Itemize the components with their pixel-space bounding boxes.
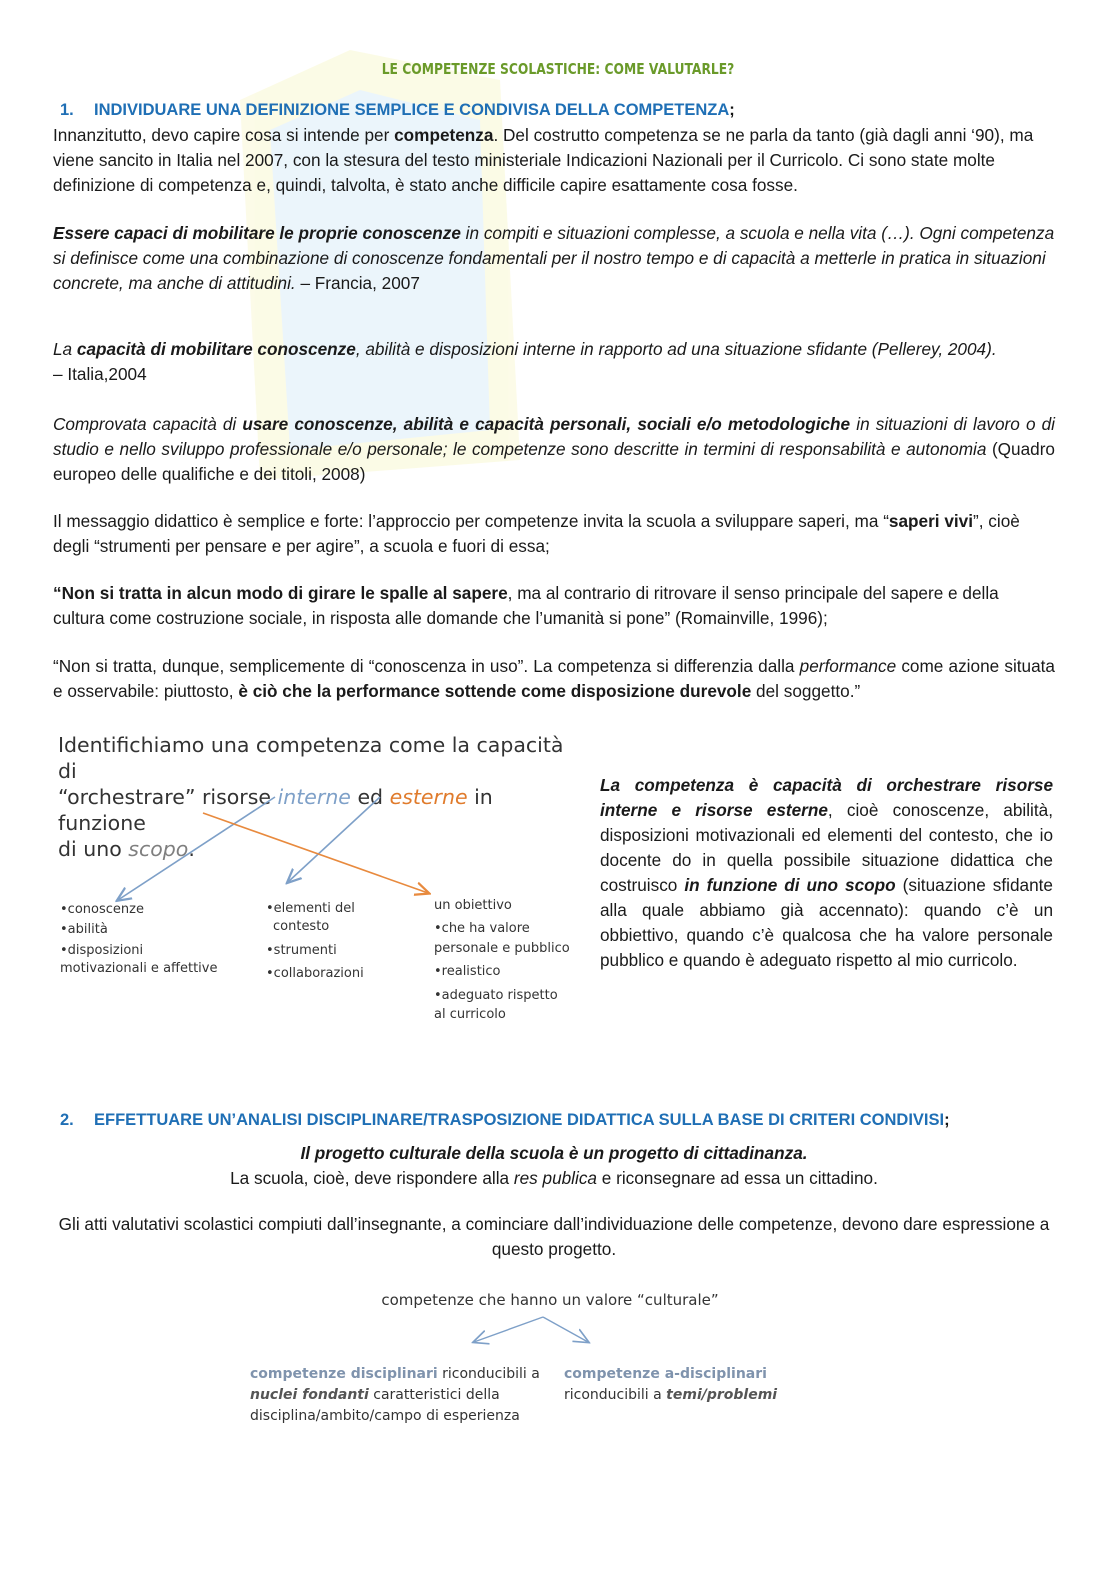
def-italy-text-rest: , abilità e disposizioni interne in rapporto ad una situazione sfidante (Pellerey, 2004). xyxy=(355,339,997,359)
cittadinanza-bold: Il progetto culturale della scuola è un progetto di cittadinanza. xyxy=(300,1143,808,1163)
section-2-number: 2. xyxy=(60,1111,74,1129)
scopo-word: scopo xyxy=(128,837,189,861)
def-italy-bold: capacità di mobilitare conoscenze xyxy=(76,339,356,359)
valutativi-paragraph: Gli atti valutativi scolastici compiuti dall’insegnante, a cominciare dall’individuazione delle competenze, devono dare espressione a questo progetto. xyxy=(58,1214,1050,1259)
diagram-1-line-2-ed: ed xyxy=(350,785,390,809)
def-italy-source: – Italia,2004 xyxy=(53,364,147,384)
diagram-col-internal xyxy=(60,900,260,978)
page-title: LE COMPETENZE SCOLASTICHE: COME VALUTARLE? xyxy=(381,60,735,78)
diagram-2-top: competenze che hanno un valore “culturale” xyxy=(381,1291,719,1309)
res-publica-end: e riconsegnare ad essa un cittadino. xyxy=(596,1168,878,1188)
res-publica-text: La scuola, cioè, deve rispondere alla xyxy=(230,1168,514,1188)
section-1-title: INDIVIDUARE UNA DEFINIZIONE SEMPLICE E CONDIVISA DELLA COMPETENZA xyxy=(94,101,730,119)
def-europe-source: (Quadro europeo delle qualifiche e dei titoli, 2008) xyxy=(53,439,1055,484)
diagram-1-line-3-text: di uno xyxy=(58,837,129,861)
a-disciplinari-text: riconducibili a xyxy=(564,1387,667,1403)
res-publica-line xyxy=(53,1166,1055,1191)
diagram-2-a-disciplinari xyxy=(564,1364,824,1406)
diagram-1-line-3-end: . xyxy=(188,837,195,861)
def-italy-text: La xyxy=(53,339,77,359)
esterne-word: esterne xyxy=(389,785,468,809)
disciplinari-line-2 xyxy=(250,1385,550,1406)
col3-item-4-cont: al curricolo xyxy=(434,1007,506,1022)
side-explanation xyxy=(600,773,1053,973)
section-2-semicolon: ; xyxy=(944,1111,950,1129)
intro-text: Innanzitutto, devo capire cosa si intende per xyxy=(53,125,395,145)
cittadinanza-paragraph xyxy=(53,1141,1055,1191)
diagram-2-disciplinari xyxy=(250,1364,550,1427)
intro-text-rest: . Del costrutto competenza se ne parla da tanto (già dagli anni ‘90), ma viene sancito in Italia nel 2007, con la stesura del testo ministeriale Indicazioni Nazionali per il Curricolo. Ci sono state molte definizione di competenza e, quindi, talvolta, è stato anche difficile capire esattamente cosa fosse. xyxy=(53,125,1034,195)
col3-item-1: un obiettivo xyxy=(434,898,512,913)
perf-text: “Non si tratta, dunque, semplicemente di “conoscenza in uso”. La competenza si differenzia dalla xyxy=(53,656,800,676)
def-europe-text: Comprovata capacità di xyxy=(53,414,243,434)
perf-italic: performance xyxy=(799,656,897,676)
side-text-bold: La competenza è capacità di orchestrare risorse interne e risorse esterne xyxy=(600,775,1053,820)
col3-item-3: •realistico xyxy=(434,964,501,979)
def-france-text: in compiti e situazioni complesse, a scuola e nella vita (…). Ogni competenza si definisce come una combinazione di conoscenze fondamentali per il nostro tempo e di capacità a metterle in pratica in situazioni concrete, ma anche di attitudini. xyxy=(53,223,1055,293)
col1-item-3-cont: motivazionali e affettive xyxy=(60,961,218,976)
col3-item-4: •adeguato rispetto xyxy=(434,988,558,1003)
side-text-scopo: in funzione di uno scopo xyxy=(684,875,896,895)
col2-item-1: •elementi del xyxy=(266,901,355,916)
diagram-col-goal xyxy=(434,896,594,1024)
def-france-bold: Essere capaci di mobilitare le proprie conoscenze xyxy=(53,223,461,243)
section-1-semicolon: ; xyxy=(729,101,735,119)
arrow-to-disciplinari xyxy=(474,1317,543,1342)
col2-item-2: •strumenti xyxy=(266,943,337,958)
def-europe-text-rest: in situazioni di lavoro o di studio e nello sviluppo professionale e/o personale; le competenze sono descritte in termini di responsabilità e xyxy=(53,414,1055,459)
disciplinari-label: competenze disciplinari xyxy=(250,1366,438,1382)
res-publica-italic: res publica xyxy=(513,1168,597,1188)
perf-text-mid: come azione situata e osservabile: piuttosto, xyxy=(53,656,1055,701)
diagram-1-line-2-end: in funzione xyxy=(58,785,493,835)
nuclei-fondanti: nuclei fondanti xyxy=(250,1387,369,1403)
disciplinari-line-3: disciplina/ambito/campo di esperienza xyxy=(250,1408,520,1424)
section-1-number: 1. xyxy=(60,101,74,119)
arrow-scopo-to-obiettivo xyxy=(203,813,428,893)
interne-word: interne xyxy=(277,785,351,809)
diagram-1-line-2-text: “orchestrare” risorse xyxy=(58,785,278,809)
def-europe-bold: usare conoscenze, abilità e capacità personali, sociali e/o metodologiche xyxy=(242,414,851,434)
disciplinari-text-2: caratteristici della xyxy=(368,1387,500,1403)
diagram-1-line-1: Identifichiamo una competenza come la capacità di xyxy=(58,733,564,783)
intro-bold: competenza xyxy=(394,125,494,145)
side-text-end: (situazione sfidante alla quale abbiamo già accennato): quando c’è un obbiettivo, quando c’è qualcosa che ha valore personale pubblico e quando è adeguato rispetto al mio curricolo. xyxy=(600,875,1053,970)
disciplinari-line-1 xyxy=(250,1364,550,1385)
col1-item-3: •disposizioni xyxy=(60,943,144,958)
a-disciplinari-line-2 xyxy=(564,1385,824,1406)
section-2-title: EFFETTUARE UN’ANALISI DISCIPLINARE/TRASPOSIZIONE DIDATTICA SULLA BASE DI CRITERI CONDIVISI xyxy=(94,1111,945,1129)
col3-item-2-cont: personale e pubblico xyxy=(434,941,570,956)
quote-text: , ma al contrario di ritrovare il senso principale del sapere e della cultura come costruzione sociale, in risposta alle domande che l’umanità si pone” (Romainville, 1996); xyxy=(53,583,999,628)
section-2-heading xyxy=(60,1108,1060,1132)
arrow-interne-to-conoscenze xyxy=(118,797,275,900)
col2-item-3: •collaborazioni xyxy=(266,966,364,981)
side-text: , cioè conoscenze, abilità, disposizioni motivazionali ed elementi del contesto, che io docente do in quella possibile situazione didattica che costruisco xyxy=(600,800,1053,895)
a-disciplinari-label: competenze a-disciplinari xyxy=(564,1366,767,1382)
def-france-source: – Francia, 2007 xyxy=(295,273,420,293)
perf-text-end: del soggetto.” xyxy=(751,681,861,701)
col1-item-1: •conoscenze xyxy=(60,902,144,917)
diagram-col-external xyxy=(266,900,426,984)
perf-bold: è ciò che la performance sottende come disposizione durevole xyxy=(238,681,752,701)
disciplinari-text: riconducibili a xyxy=(437,1366,540,1382)
arrow-esterne-to-contesto xyxy=(288,797,380,882)
quote-bold: “Non si tratta in alcun modo di girare le spalle al sapere xyxy=(53,583,508,603)
message-text: Il messaggio didattico è semplice e forte: l’approccio per competenze invita la scuola a sviluppare saperi, ma “ xyxy=(53,511,889,531)
message-text-rest: ”, cioè degli “strumenti per pensare e per agire”, a scuola e fuori di essa; xyxy=(53,511,1020,556)
col2-item-1-cont: contesto xyxy=(273,919,330,934)
message-bold: saperi vivi xyxy=(888,511,974,531)
arrow-to-a-disciplinari xyxy=(543,1317,588,1342)
temi-problemi: temi/problemi xyxy=(666,1387,778,1403)
def-europe-autonomia: autonomia xyxy=(906,439,987,459)
col3-item-2: •che ha valore xyxy=(434,921,530,936)
col1-item-2: •abilità xyxy=(60,922,108,937)
